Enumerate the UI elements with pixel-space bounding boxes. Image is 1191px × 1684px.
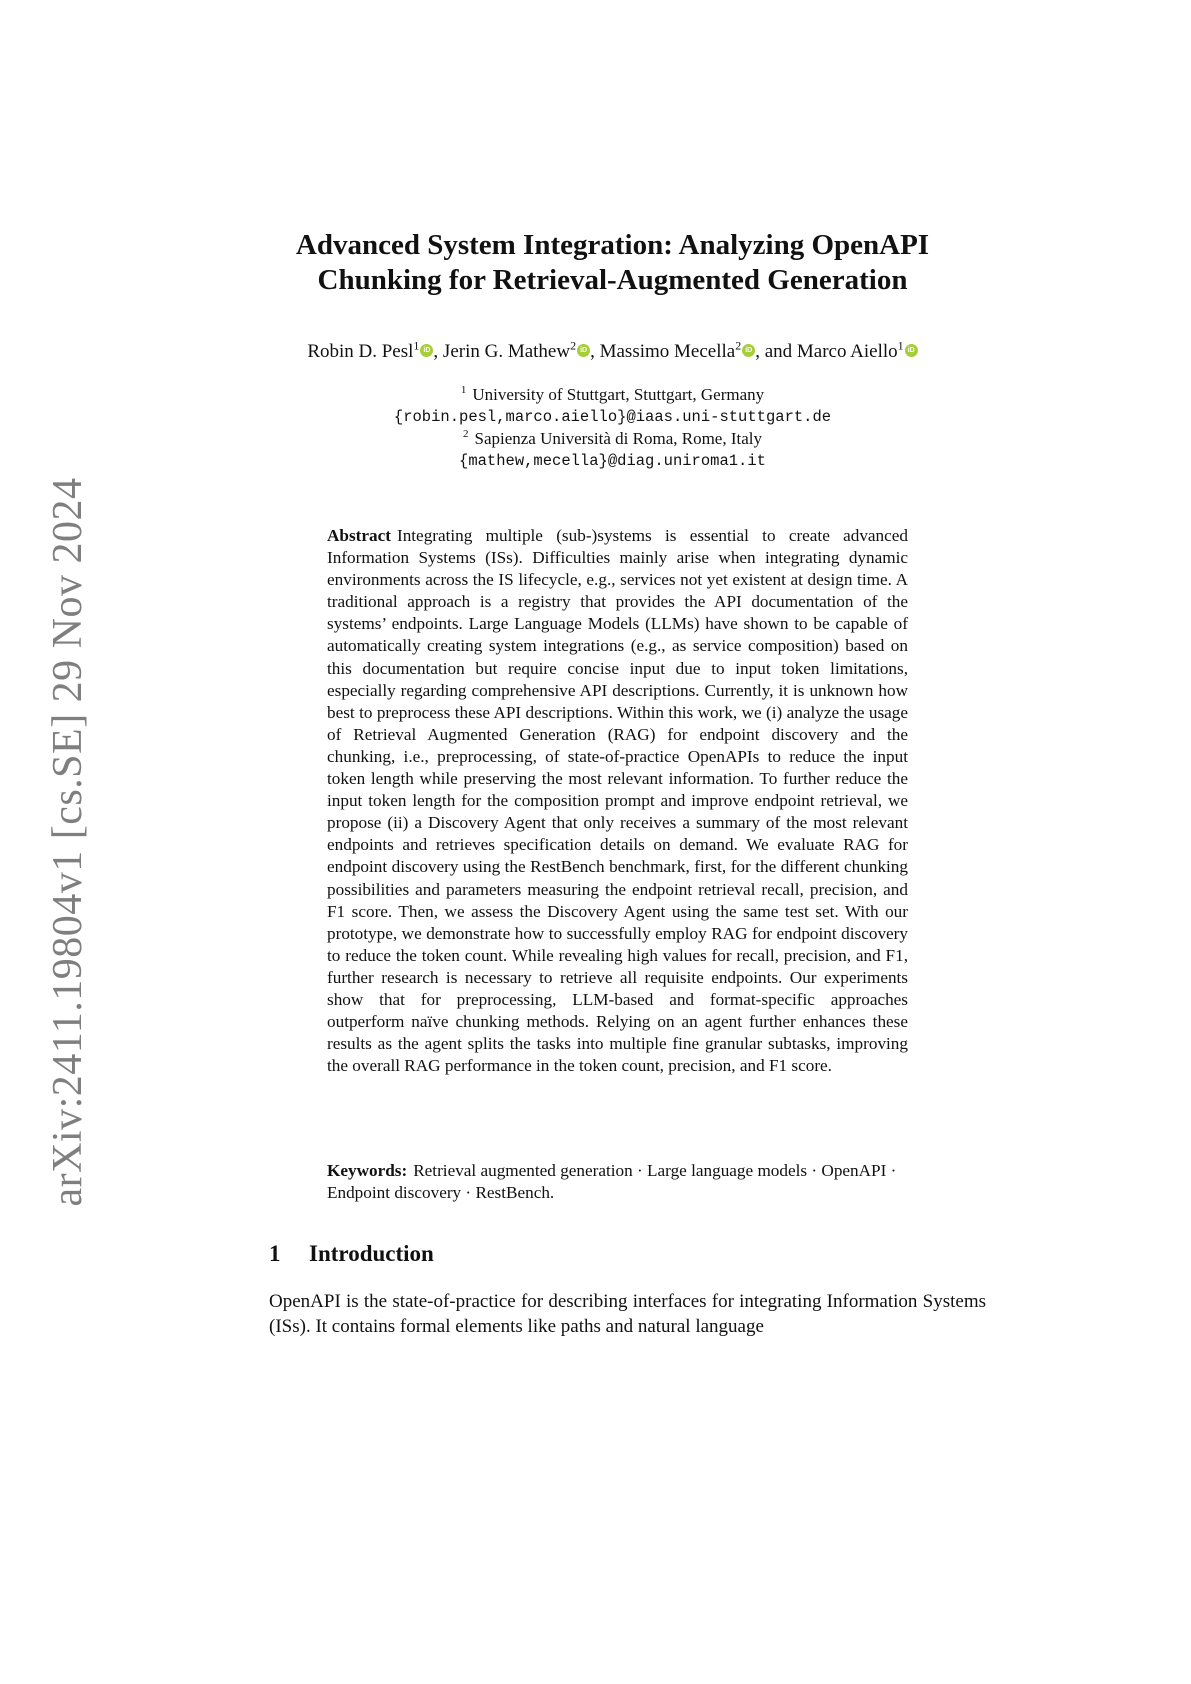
keywords-label: Keywords: <box>327 1161 408 1180</box>
arxiv-identifier-stamp: arXiv:2411.19804v1 [cs.SE] 29 Nov 2024 <box>45 477 91 1207</box>
abstract-label: Abstract <box>327 526 391 545</box>
section-heading-introduction <box>269 1240 434 1268</box>
affiliation-number: 2 <box>462 428 469 441</box>
section-title: Introduction <box>309 1241 434 1266</box>
affiliation-email[interactable]: {robin.pesl,marco.aiello}@iaas.uni-stuttgart.de <box>393 408 832 426</box>
orcid-icon[interactable]: iD <box>420 344 433 357</box>
affiliation-1 <box>240 384 985 406</box>
author-list <box>240 340 985 364</box>
author-name: Marco Aiello <box>796 341 898 362</box>
orcid-icon[interactable]: iD <box>905 344 918 357</box>
paper-title-line-2: Chunking for Retrieval-Augmented Generation <box>317 264 908 296</box>
affiliation-email[interactable]: {mathew,mecella}@diag.uniroma1.it <box>459 452 766 470</box>
affiliation-institution: Sapienza Università di Roma, Rome, Italy <box>474 429 762 448</box>
author-affiliation-mark: 1 <box>897 338 904 353</box>
author-affiliation-mark: 1 <box>413 338 420 353</box>
author-affiliation-mark: 2 <box>735 338 742 353</box>
affiliation-institution: University of Stuttgart, Stuttgart, Germany <box>472 385 765 404</box>
introduction-paragraph: OpenAPI is the state-of-practice for describing interfaces for integrating Information Systems (ISs). It contains formal elements like paths and natural language <box>269 1291 986 1337</box>
author-separator: , <box>433 341 443 362</box>
abstract <box>327 525 908 1077</box>
affiliation-number: 1 <box>460 384 467 397</box>
paper-title <box>240 228 985 298</box>
author-separator: , <box>590 341 600 362</box>
affiliations-block <box>240 384 985 472</box>
paper-title-line-1: Advanced System Integration: Analyzing OpenAPI <box>295 229 930 261</box>
orcid-icon[interactable]: iD <box>577 344 590 357</box>
orcid-icon[interactable]: iD <box>742 344 755 357</box>
keywords <box>327 1160 908 1204</box>
author-name: Jerin G. Mathew <box>442 341 571 362</box>
affiliation-2 <box>240 428 985 450</box>
keywords-text: Retrieval augmented generation · Large language models · OpenAPI · Endpoint discovery · RestBench. <box>327 1161 897 1203</box>
author-affiliation-mark: 2 <box>570 338 577 353</box>
section-number: 1 <box>269 1241 281 1266</box>
abstract-text: Integrating multiple (sub-)systems is essential to create advanced Information Systems (ISs). Difficulties mainly arise when integrating dynamic environments across the IS lifecycle, e.g., services not yet existent at design time. A traditional approach is a registry that provides the API documentation of the systems’ endpoints. Large Language Models (LLMs) have shown to be capable of automatically creating system integrations (e.g., as service composition) based on this documentation but require concise input due to input token limitations, especially regarding comprehensive API descriptions. Currently, it is unknown how best to preprocess these API descriptions. Within this work, we (i) analyze the usage of Retrieval Augmented Generation (RAG) for endpoint discovery and the chunking, i.e., preprocessing, of state-of-practice OpenAPIs to reduce the input token length while preserving the most relevant information. To further reduce the input token length for the composition prompt and improve endpoint retrieval, we propose (ii) a Discovery Agent that only receives a summary of the most relevant endpoints and retrieves specification details on demand. We evaluate RAG for endpoint discovery using the RestBench benchmark, first, for the different chunking possibilities and parameters measuring the endpoint retrieval recall, precision, and F1 score. Then, we assess the Discovery Agent using the same test set. With our prototype, we demonstrate how to successfully employ RAG for endpoint discovery to reduce the token count. While revealing high values for recall, precision, and F1, further research is necessary to retrieve all requisite endpoints. Our experiments show that for preprocessing, LLM-based and format-specific approaches outperform naïve chunking methods. Relying on an agent further enhances these results as the agent splits the tasks into multiple fine granular subtasks, improving the overall RAG performance in the token count, precision, and F1 score. <box>327 526 908 1076</box>
author-name: Robin D. Pesl <box>307 341 414 362</box>
author-separator: , and <box>755 341 797 362</box>
author-name: Massimo Mecella <box>599 341 736 362</box>
